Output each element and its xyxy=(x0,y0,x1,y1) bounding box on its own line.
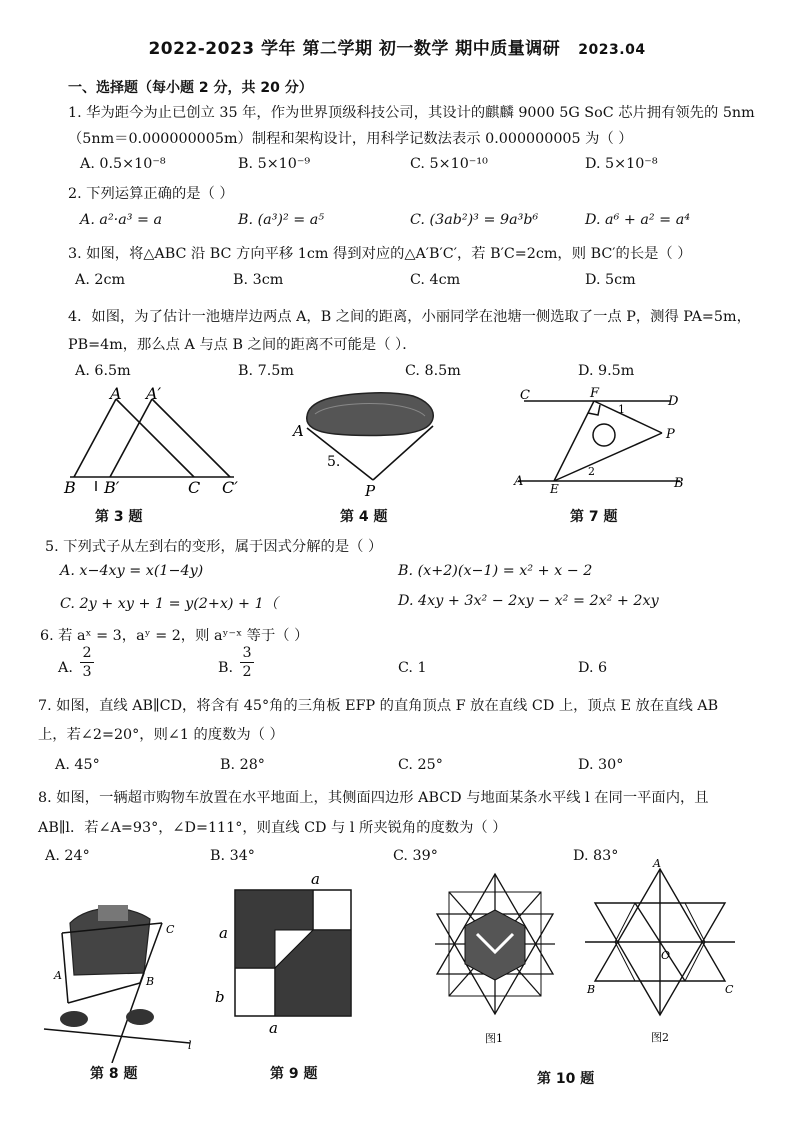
label-d: D xyxy=(668,394,679,409)
q4-option-c: C. 8.5m xyxy=(405,363,461,379)
caption-q10: 第 10 题 xyxy=(537,1071,595,1087)
label-c: C xyxy=(520,388,530,403)
label-bottom-a: a xyxy=(269,1019,278,1037)
label-a: A xyxy=(293,422,304,440)
label-b: B xyxy=(146,975,155,988)
q4-option-d: D. 9.5m xyxy=(578,363,635,379)
q4-line2: PB=4m，那么点 A 与点 B 之间的距离不可能是（ ）． xyxy=(68,337,417,353)
label-c: C xyxy=(166,923,175,936)
q6-option-c: C. 1 xyxy=(398,660,427,676)
q6-line1: 6. 若 aˣ = 3，aʸ = 2，则 aʸ⁻ˣ 等于（ ） xyxy=(40,628,309,644)
q2-option-c: C. (3ab²)³ = 9a³b⁶ xyxy=(410,212,539,228)
figure-q10-fig1 xyxy=(425,868,565,1048)
q6-option-b-numerator: 3 xyxy=(242,645,252,661)
q1-option-c: C. 5×10⁻¹⁰ xyxy=(410,156,488,172)
label-b: B xyxy=(587,983,596,996)
label-a-prime: A′ xyxy=(146,385,162,403)
caption-q3: 第 3 题 xyxy=(95,509,143,525)
q6-option-a-numerator: 2 xyxy=(82,645,92,661)
figure-q9 xyxy=(215,868,360,1038)
figure-q3 xyxy=(60,385,260,505)
q7-option-c: C. 25° xyxy=(398,757,443,773)
q7-option-d: D. 30° xyxy=(578,757,624,773)
q8-option-b: B. 34° xyxy=(210,848,255,864)
label-e: E xyxy=(550,482,559,495)
exam-date: 2023.04 xyxy=(578,42,646,58)
label-a: A xyxy=(514,474,524,489)
q1-line2: （5nm＝0.000000005m）制程和架构设计，用科学记数法表示 0.000000005 为（ ） xyxy=(68,131,633,147)
caption-q7: 第 7 题 xyxy=(570,509,618,525)
q3-line1: 3. 如图，将△ABC 沿 BC 方向平移 1cm 得到对应的△A′B′C′，若 B′C=2cm，则 BC′的长是（ ） xyxy=(68,246,692,262)
q5-option-b: B. (x+2)(x−1) = x² + x − 2 xyxy=(398,563,593,579)
label-b-prime: B′ xyxy=(104,478,120,497)
q4-option-b: B. 7.5m xyxy=(238,363,294,379)
label-top-a: a xyxy=(311,870,320,888)
label-b: B xyxy=(64,478,76,497)
q1-option-b: B. 5×10⁻⁹ xyxy=(238,156,311,172)
label-a: A xyxy=(54,969,62,982)
label-o: O xyxy=(661,949,671,962)
q6-option-b-prefix: B. xyxy=(218,660,234,676)
page-title xyxy=(0,34,794,59)
label-fig2: 图2 xyxy=(651,1031,669,1044)
label-c: C xyxy=(188,478,201,497)
q5-option-d: D. 4xy + 3x² − 2xy − x² = 2x² + 2xy xyxy=(398,593,659,609)
label-angle-1: 1 xyxy=(618,403,625,416)
label-a: A xyxy=(110,385,122,403)
label-left-a: a xyxy=(219,924,228,942)
label-c-prime: C′ xyxy=(222,478,238,497)
caption-q8: 第 8 题 xyxy=(90,1066,138,1082)
label-f: F xyxy=(590,386,600,401)
q4-line1: 4．如图，为了估计一池塘岸边两点 A，B 之间的距离，小丽同学在池塘一侧选取了一点 P，测得 PA=5m， xyxy=(68,309,751,325)
q6-option-b-fraction xyxy=(240,645,254,680)
q3-option-d: D. 5cm xyxy=(585,272,636,288)
label-a: A xyxy=(653,857,661,870)
q2-option-d: D. a⁶ + a² = a⁴ xyxy=(585,212,690,228)
caption-q9: 第 9 题 xyxy=(270,1066,318,1082)
figure-q4 xyxy=(285,388,455,498)
q6-option-d: D. 6 xyxy=(578,660,608,676)
q1-line1: 1. 华为距今为止已创立 35 年，作为世界顶级科技公司，其设计的麒麟 9000 5G SoC 芯片拥有领先的 5nm xyxy=(68,105,755,121)
label-five: 5. xyxy=(327,454,341,470)
q7-line1: 7. 如图，直线 AB∥CD，将含有 45°角的三角板 EFP 的直角顶点 F 放在直线 CD 上，顶点 E 放在直线 AB xyxy=(38,698,719,714)
q8-line2: AB∥l．若∠A=93°，∠D=111°，则直线 CD 与 l 所夹锐角的度数为（ ） xyxy=(38,820,507,836)
label-p: P xyxy=(365,482,376,498)
q3-option-b: B. 3cm xyxy=(233,272,284,288)
q3-option-a: A. 2cm xyxy=(75,272,126,288)
section-heading: 一、选择题（每小题 2 分，共 20 分） xyxy=(68,80,313,96)
caption-q4: 第 4 题 xyxy=(340,509,388,525)
q8-line1: 8. 如图，一辆超市购物车放置在水平地面上，其侧面四边形 ABCD 与地面某条水平线 l 在同一平面内，且 xyxy=(38,790,709,806)
figure-q7 xyxy=(510,385,690,495)
q6-option-a-fraction xyxy=(80,645,94,680)
q7-line2: 上，若∠2=20°，则∠1 的度数为（ ） xyxy=(38,727,284,743)
q1-option-a: A. 0.5×10⁻⁸ xyxy=(80,156,166,172)
q6-option-b-denominator: 2 xyxy=(242,664,252,680)
label-fig1: 图1 xyxy=(485,1032,503,1045)
q8-option-d: D. 83° xyxy=(573,848,619,864)
label-p: P xyxy=(666,427,675,442)
figure-q10-fig2 xyxy=(585,855,735,1045)
label-c: C xyxy=(725,983,734,996)
figure-q8 xyxy=(40,893,200,1063)
label-left-b: b xyxy=(215,988,225,1006)
q5-option-a: A. x−4xy = x(1−4y) xyxy=(60,563,204,579)
q8-option-c: C. 39° xyxy=(393,848,438,864)
label-l: l xyxy=(188,1039,192,1052)
exam-title: 2022-2023 学年 第二学期 初一数学 期中质量调研 xyxy=(148,39,561,59)
q8-option-a: A. 24° xyxy=(45,848,90,864)
q2-line1: 2. 下列运算正确的是（ ） xyxy=(68,186,234,202)
q5-line1: 5. 下列式子从左到右的变形，属于因式分解的是（ ） xyxy=(45,539,383,555)
q2-option-b: B. (a³)² = a⁵ xyxy=(238,212,325,228)
q6-option-a-prefix: A. xyxy=(58,660,73,676)
q1-option-d: D. 5×10⁻⁸ xyxy=(585,156,658,172)
q4-option-a: A. 6.5m xyxy=(75,363,131,379)
label-b: B xyxy=(674,476,684,491)
q5-option-c: C. 2y + xy + 1 = y(2+x) + 1（ xyxy=(60,596,278,612)
q7-option-b: B. 28° xyxy=(220,757,265,773)
q3-option-c: C. 4cm xyxy=(410,272,461,288)
q6-option-a-denominator: 3 xyxy=(82,664,92,680)
q7-option-a: A. 45° xyxy=(55,757,100,773)
label-angle-2: 2 xyxy=(588,465,595,478)
q2-option-a: A. a²·a³ = a xyxy=(80,212,163,228)
